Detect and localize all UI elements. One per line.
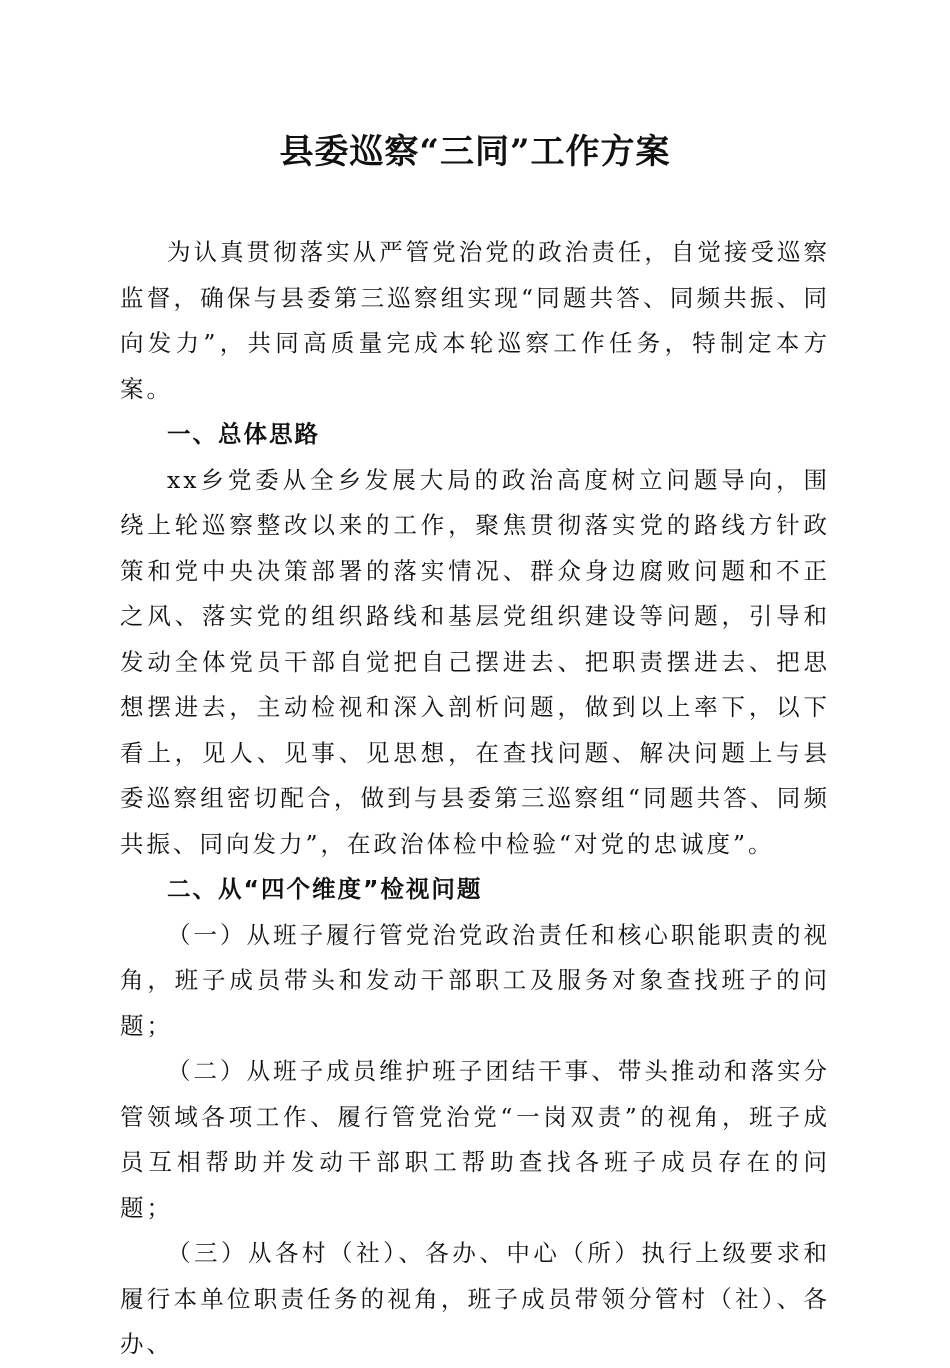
dimension-item-2: （二）从班子成员维护班子团结干事、带头推动和落实分管领域各项工作、履行管党治党“一岗双责”的视角，班子成员互相帮助并发动干部职工帮助查找各班子成员存在的问题； <box>120 1057 830 1222</box>
dimension-item-1: （一）从班子履行管党治党政治责任和核心职能职责的视角，班子成员带头和发动干部职工及服务对象查找班子的问题； <box>120 920 830 1040</box>
dimension-item-3: （三）从各村（社）、各办、中心（所）执行上级要求和履行本单位职责任务的视角，班子成员带领分管村（社）、各办、 <box>120 1239 830 1358</box>
section-heading-overall-approach: 一、总体思路 <box>167 420 320 448</box>
document-body <box>120 230 830 1368</box>
section-heading-four-dimensions: 二、从“四个维度”检视问题 <box>167 875 483 903</box>
document-title: 县委巡察“三同”工作方案 <box>279 132 671 172</box>
overall-approach-paragraph: xx乡党委从全乡发展大局的政治高度树立问题导向，围绕上轮巡察整改以来的工作，聚焦贯彻落实党的路线方针政策和党中央决策部署的落实情况、群众身边腐败问题和不正之风、落实党的组织路线和基层党组织建设等问题，引导和发动全体党员干部自觉把自己摆进去、把职责摆进去、把思想摆进去，主动检视和深入剖析问题，做到以上率下，以下看上，见人、见事、见思想，在查找问题、解决问题上与县委巡察组密切配合，做到与县委第三巡察组“同题共答、同频共振、同向发力”，在政治体检中检验“对党的忠诚度”。 <box>120 465 830 858</box>
intro-paragraph: 为认真贯彻落实从严管党治党的政治责任，自觉接受巡察监督，确保与县委第三巡察组实现“同题共答、同频共振、同向发力”，共同高质量完成本轮巡察工作任务，特制定本方案。 <box>120 238 830 403</box>
